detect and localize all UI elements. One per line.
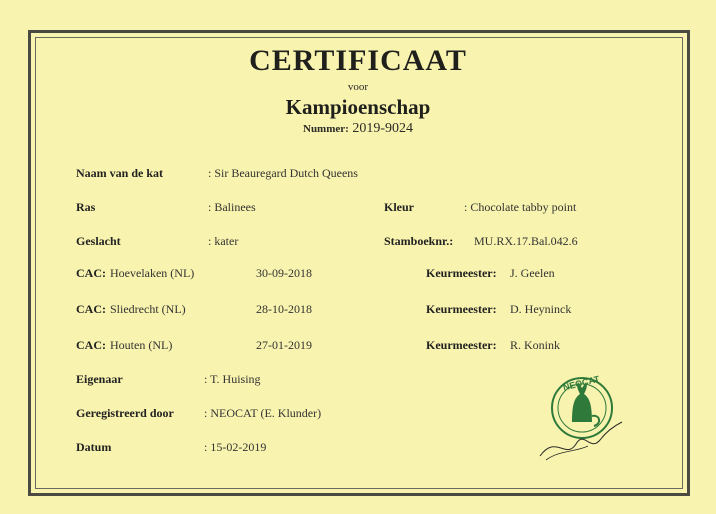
- signature-underline: [546, 446, 588, 460]
- naam-label: Naam van de kat: [76, 166, 164, 180]
- certificate-subtitle: Kampioenschap: [285, 95, 431, 119]
- seal-text: NEOCAT: [561, 373, 601, 393]
- voor-text: voor: [347, 81, 369, 93]
- kleur-value: : Chocolate tabby point: [464, 200, 577, 214]
- eigenaar-label: Eigenaar: [76, 372, 123, 386]
- geregistreerd-label: Geregistreerd door: [76, 406, 174, 420]
- cac-label: CAC:: [76, 266, 106, 280]
- datum-value: : 15-02-2019: [204, 440, 267, 454]
- nummer-label: Nummer:: [303, 123, 349, 135]
- naam-value: : Sir Beauregard Dutch Queens: [208, 166, 358, 180]
- stamboek-label: Stamboeknr.:: [384, 234, 454, 248]
- stamboek-value: MU.RX.17.Bal.042.6: [474, 234, 578, 248]
- eigenaar-value: : T. Huising: [204, 372, 261, 386]
- cac-date: 28-10-2018: [256, 302, 312, 316]
- cac-date: 27-01-2019: [256, 338, 312, 352]
- geslacht-label: Geslacht: [76, 234, 121, 248]
- ras-value: : Balinees: [208, 200, 256, 214]
- certificate-number: [0, 121, 716, 137]
- geslacht-value: : kater: [208, 234, 239, 248]
- keurmeester-label: Keurmeester:: [426, 302, 497, 316]
- keurmeester-value: R. Konink: [510, 338, 561, 352]
- nummer-value: 2019-9024: [352, 121, 413, 136]
- certificate-title: CERTIFICAAT: [249, 44, 467, 77]
- signature: [540, 422, 622, 456]
- cac-label: CAC:: [76, 302, 106, 316]
- keurmeester-label: Keurmeester:: [426, 266, 497, 280]
- keurmeester-value: J. Geelen: [510, 266, 555, 280]
- cac-date: 30-09-2018: [256, 266, 312, 280]
- neocat-seal: [536, 364, 626, 464]
- cac-place: Sliedrecht (NL): [110, 302, 186, 316]
- kleur-label: Kleur: [384, 200, 414, 214]
- geregistreerd-value: : NEOCAT (E. Klunder): [204, 406, 322, 420]
- cac-place: Houten (NL): [110, 338, 173, 352]
- cac-label: CAC:: [76, 338, 106, 352]
- datum-label: Datum: [76, 440, 112, 454]
- cac-place: Hoevelaken (NL): [110, 266, 195, 280]
- keurmeester-label: Keurmeester:: [426, 338, 497, 352]
- ras-label: Ras: [76, 200, 96, 214]
- keurmeester-value: D. Heyninck: [510, 302, 572, 316]
